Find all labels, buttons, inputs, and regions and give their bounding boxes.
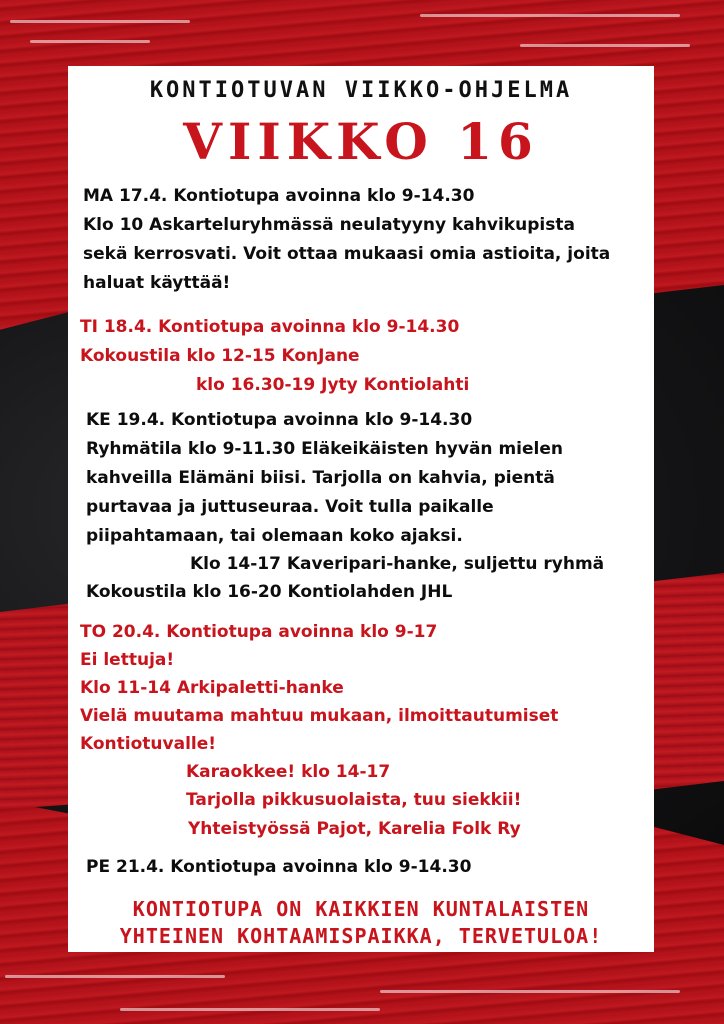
week-title: VIIKKO 16 [183, 112, 539, 171]
wednesday-line: Klo 14-17 Kaveripari-hanke, suljettu ryhmä [190, 554, 605, 574]
footer-line: KONTIOTUPA ON KAIKKIEN KUNTALAISTEN [132, 897, 590, 921]
program-panel [68, 66, 654, 952]
monday-line: MA 17.4. Kontiotupa avoinna klo 9-14.30 [83, 186, 475, 206]
footer-line: YHTEINEN KOHTAAMISPAIKKA, TERVETULOA! [119, 924, 603, 948]
wednesday-line: Ryhmätila klo 9-11.30 Eläkeikäisten hyvän mielen [86, 439, 563, 459]
thursday-line: Yhteistyössä Pajot, Karelia Folk Ry [188, 819, 521, 839]
thursday-line: Kontiotuvalle! [80, 734, 217, 754]
brush-streak [10, 20, 190, 23]
thursday-line: Karaokkee! klo 14-17 [186, 762, 391, 782]
tuesday-line: TI 18.4. Kontiotupa avoinna klo 9-14.30 [80, 317, 460, 337]
brush-streak [5, 975, 225, 978]
thursday-line: Ei lettuja! [80, 650, 175, 670]
monday-line: Klo 10 Askarteluryhmässä neulatyyny kahvikupista [83, 215, 575, 235]
wednesday-line: piipahtamaan, tai olemaan koko ajaksi. [86, 526, 463, 546]
brush-streak [420, 14, 680, 17]
brush-streak [30, 40, 150, 43]
wednesday-line: Kokoustila klo 16-20 Kontiolahden JHL [86, 582, 453, 602]
thursday-line: TO 20.4. Kontiotupa avoinna klo 9-17 [80, 622, 438, 642]
thursday-line: Klo 11-14 Arkipaletti-hanke [80, 678, 344, 698]
brush-streak [380, 990, 680, 993]
brush-streak [520, 44, 690, 47]
friday-line: PE 21.4. Kontiotupa avoinna klo 9-14.30 [86, 857, 472, 877]
poster-header: KONTIOTUVAN VIIKKO-OHJELMA [149, 78, 573, 103]
tuesday-line: Kokoustila klo 12-15 KonJane [80, 346, 360, 366]
wednesday-line: KE 19.4. Kontiotupa avoinna klo 9-14.30 [86, 410, 473, 430]
wednesday-line: purtavaa ja juttuseuraa. Voit tulla paikalle [86, 497, 494, 517]
tuesday-line: klo 16.30-19 Jyty Kontiolahti [196, 375, 470, 395]
monday-line: haluat käyttää! [83, 273, 231, 293]
thursday-line: Tarjolla pikkusuolaista, tuu siekkii! [186, 790, 522, 810]
wednesday-line: kahveilla Elämäni biisi. Tarjolla on kahvia, pientä [86, 468, 555, 488]
monday-line: sekä kerrosvati. Voit ottaa mukaasi omia astioita, joita [83, 244, 611, 264]
brush-streak [120, 1008, 380, 1011]
thursday-line: Vielä muutama mahtuu mukaan, ilmoittautumiset [80, 706, 559, 726]
